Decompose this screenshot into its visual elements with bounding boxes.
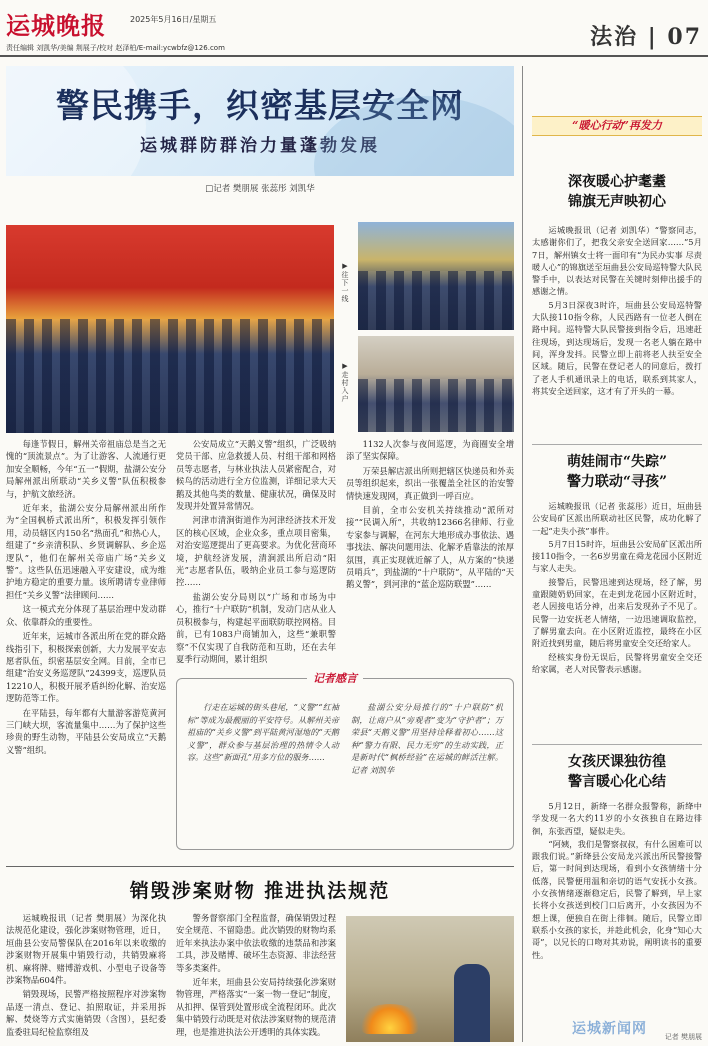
paragraph: 运城晚报讯（记者 樊朋展）为深化执法规范化建设，强化涉案财物管理，近日，垣曲县公安局警保队在2016年以来收缴的涉案财物开展集中销毁行动，共销毁麻将机、麻将牌、赌博游戏机、小型电子设备等涉案物品604件。 <box>6 913 166 986</box>
paragraph: 近年来，盐湖公安分局解州派出所作为“全国枫桥式派出所”，积极发挥引领作用，动员辖区内150名“热面孔”和热心人，组建了“乡亲清积队、乡贤调解队、乡企巡逻队”，他们在解州关帝庙广场“关乡义警”。这些队伍迅速融入平安建设，成为维护地方稳定的重要力量。该所聘请专业律师担任“关乡义警”法律顾问…… <box>6 503 166 600</box>
fire-icon <box>360 1004 420 1034</box>
publication-date: 2025年5月16日/星期五 <box>130 15 217 24</box>
photo-caption-village: ▶走村入户 <box>341 362 349 403</box>
right-divider <box>532 444 702 445</box>
paragraph: 运城晚报讯（记者 刘凯华）“警察同志，太感谢你们了，把我父亲安全送回家……”5月7日，解州镇女士将一面印有“为民办实事 尽责暖人心”的锦旗送至垣曲县公安局巡特警大队民警手中，以表达对民警在关键时刻伸出援手的感谢之情。 <box>532 225 702 297</box>
editor-credits: 责任编辑 刘凯华/美编 荆展子/校对 赵泽柏/E-mail:ycwbfz@126.com <box>6 44 225 52</box>
destruction-scene-photo <box>346 916 514 1042</box>
reporter-note-title: 记者感言 <box>307 670 363 686</box>
reporter-note-col-1 <box>187 701 339 777</box>
paragraph: 盐湖公安分局则以“广场和市场为中心，推行“十户联防”机制，发动门店从业人员积极参与，构建起平面联防联控网格。目前，已有1083户商铺加入，这些“兼职警察”不仅实现了自我防范和互助，还在去年夏季行动期间，累计组织 <box>176 591 336 664</box>
paragraph: 行走在运城的街头巷尾，“义警”“红袖标”等成为最靓丽的平安符号。从解州关帝祖庙的“关乡义警”到平陆黄河湿地的“天鹅义警”，群众参与基层治理的热情令人动容。这些“新面孔”用多方位的服务…… <box>187 702 339 763</box>
paragraph: 警务督察部门全程监督，确保销毁过程安全规范、不留隐患。此次销毁的财物均系近年来执法办案中依法收缴的违禁品和涉案工具，涉及赌博、破坏生态资源、非法经营等多类案件。 <box>176 913 336 973</box>
lead-subheadline: 运城群防群治力量蓬勃发展 <box>140 136 380 156</box>
paragraph: 万荣县解店派出所则把辖区快递员和外卖员等组织起来，织出一张覆盖全社区的治安警情快速发现网，真正做到一呼百应。 <box>346 465 514 501</box>
lead-banner <box>6 66 514 176</box>
site-watermark: 运城新闻网 <box>572 1021 647 1037</box>
footer-credit: 记者 樊朋展 <box>664 1033 702 1041</box>
officers-square-photo <box>358 222 514 330</box>
right-article-1-title: 深夜暖心护耄耋 锦旗无声映初心 <box>568 174 666 210</box>
masthead-divider <box>0 55 708 57</box>
patrol-crowd-photo <box>6 225 334 433</box>
right-article-3-title: 女孩厌课独彷徨 警言暖心化心结 <box>568 754 666 790</box>
lead-column-2 <box>176 438 336 670</box>
paragraph: 1132人次参与夜间巡逻，为商圈安全增添了坚实保障。 <box>346 439 514 462</box>
paragraph: 目前，全市公安机关持续推动“派所对接”“民调入所”，共收纳12366名律师、行业专家参与调解，在河东大地形成办事依法、遇事找法、解决问题用法、化解矛盾靠法的浓厚氛围，真正实现就近解了人，从方案的“快递员哨兵”，到盐湖的“十户联防”，从平陆的“天鹅义警”，到河津的“蓝企巡防联盟”…… <box>346 505 514 590</box>
second-article-title: 销毁涉案财物 推进执法规范 <box>129 880 391 902</box>
lead-column-3 <box>346 438 514 670</box>
reporter-note-col-2 <box>351 701 503 777</box>
warm-action-tag: “暖心行动”再发力 <box>532 116 702 136</box>
paragraph: 每逢节假日，解州关帝祖庙总是当之无愧的“顶流景点”。为了让游客、人流通行更加安全顺畅，今年“五一”假期，盐湖公安分局解州派出所联动“关乡义警”队伍积极参与，护航文旅经济。 <box>6 439 166 499</box>
right-article-3-body <box>532 800 702 1026</box>
paragraph: 运城晚报讯（记者 张蕊彤）近日，垣曲县公安局矿区派出所联动社区民警，成功化解了一起“走失小孩”事件。 <box>532 501 702 536</box>
home-visit-photo <box>358 336 514 432</box>
paragraph: 河津市清涧街道作为河津经济技术开发区的核心区域，企业众多，重点项目密集，对治安巡逻提出了更高要求。为优化营商环境，护航经济发展，清涧派出所启动“阳光”志愿者队伍，吸纳企业员工参与巡逻防控…… <box>176 515 336 588</box>
paragraph: 销毁现场，民警严格按照程序对涉案物品逐一清点、登记、拍照取证，并采用拆解、焚烧等方式实施销毁（含图），县纪委监委驻局纪检监察组及 <box>6 989 166 1037</box>
lead-byline: □记者 樊朋展 张蕊彤 刘凯华 <box>205 184 315 194</box>
second-column-1 <box>6 912 166 1042</box>
article-divider <box>6 866 514 867</box>
paragraph: 接警后，民警迅速到达现场，经了解，男童跟随奶奶回家，在走到龙花园小区附近时，老人因接电话分神，出来后发现孙子不见了。民警一边安抚老人情绪，一边迅速调取监控，了解男童去向。在小区附近监控，最终在小区附近找到男童，随后将男童安全交还给家人。 <box>532 576 702 649</box>
paragraph: 公安局成立“天鹅义警”组织，广泛吸纳党员干部、应急救援人员、村组干部和网格员等志愿者，与林业执法人员紧密配合，对候鸟的活动进行全方位监测，详细记录大天鹅及其他鸟类的数量、健康状况，确保及时发现并处置异常情况。 <box>176 439 336 512</box>
paragraph: 在平陆县，每年都有大量游客游览黄河三门峡大坝，客流量集中……为了保护这些珍贵的野生动物，平陆县公安局成立“天鹅义警”组织。 <box>6 707 166 755</box>
paragraph: 经核实身份无误后，民警将男童安全交还给家属，老人对民警表示感谢。 <box>532 651 702 674</box>
paragraph: 5月3日深夜3时许，垣曲县公安局巡特警大队接110指令称，人民西路有一位老人倒在路中间。巡特警大队民警接到指令后，迅速赶往现场，到达现场后，发现一名老人躺在路中间，浑身发抖。民警立即上前将老人扶至安全区域。随后，民警在登记老人的同意后，拨打了老人手机通讯录上的电话，联系到其家人，将其安全送回家，这才有了开头的一幕。 <box>532 299 702 396</box>
paragraph: 5月7日15时许，垣曲县公安局矿区派出所接110指令，一名6岁男童在舜龙花园小区附近与家人走失。 <box>532 538 702 574</box>
newspaper-logo: 运城晚报 <box>6 11 106 40</box>
second-column-2 <box>176 912 336 1042</box>
right-column-divider <box>522 66 523 1042</box>
right-divider <box>532 744 702 745</box>
lead-headline: 警民携手，织密基层安全网 <box>56 86 464 125</box>
section-page-label: 法治 | 07 <box>590 24 702 50</box>
paragraph: 近年来，垣曲县公安局持续强化涉案财物管理，严格落实“一案一物一登记”制度，从扣押、保管到处置形成全流程闭环。此次集中销毁行动既是对依法涉案财物的规范清理，也是推进执法公开透明的具体实践。 <box>176 977 336 1037</box>
masthead <box>0 0 708 58</box>
paragraph: 近年来，运城市各派出所在党的群众路线指引下，积极探索创新，大力发展平安志愿者队伍，织密基层安全网。目前，全市已组建“治安义务巡逻队”24399支，巡逻队员12210人，积极开展矛盾纠纷化解、治安巡逻防范等工作。 <box>6 631 166 704</box>
paragraph: 5月12日，新绛一名群众报警称，新绛中学发现一名大约11岁的小女孩独自在路边徘徊，东张西望，疑似走失。 <box>532 801 702 836</box>
photo-caption-frontline: ▶往下一线 <box>341 262 349 303</box>
lead-column-1 <box>6 438 166 858</box>
paragraph: 盐湖公安分局推行的“十户联防”机制，让商户从“旁观者”变为“守护者”；万荣县“天鹅义警”用坚持诠释着初心……这种“警力有限、民力无穷”的生动实践，正是新时代“枫桥经验”在运城的鲜活注解。记者 刘凯华 <box>351 702 503 775</box>
reporter-note-box <box>176 672 514 850</box>
officer-figure <box>454 964 490 1042</box>
right-article-2-title: 萌娃闹市“失踪” 警力联动“寻孩” <box>566 454 668 490</box>
right-article-1-body <box>532 224 702 438</box>
right-article-2-body <box>532 500 702 736</box>
paragraph: “阿姨，我们是警察叔叔，有什么困难可以跟我们说。”新绛县公安局龙兴派出所民警接警后，第一时间到达现场，看到小女孩情绪十分低落，民警便用温和亲切的语气安抚小女孩。小女孩情绪逐渐稳定后，民警了解到，早上家长将小女孩送到校门口后离开，小女孩因为不想上课，便独自在街上徘徊。随后，民警立即联系小女孩的家长，并趁此机会，化身“知心大哥”，以兄长的口吻对其劝说，阐明读书的重要性。 <box>532 838 702 960</box>
paragraph: 这一模式充分体现了基层治理中发动群众、依靠群众的重要性。 <box>6 604 166 627</box>
